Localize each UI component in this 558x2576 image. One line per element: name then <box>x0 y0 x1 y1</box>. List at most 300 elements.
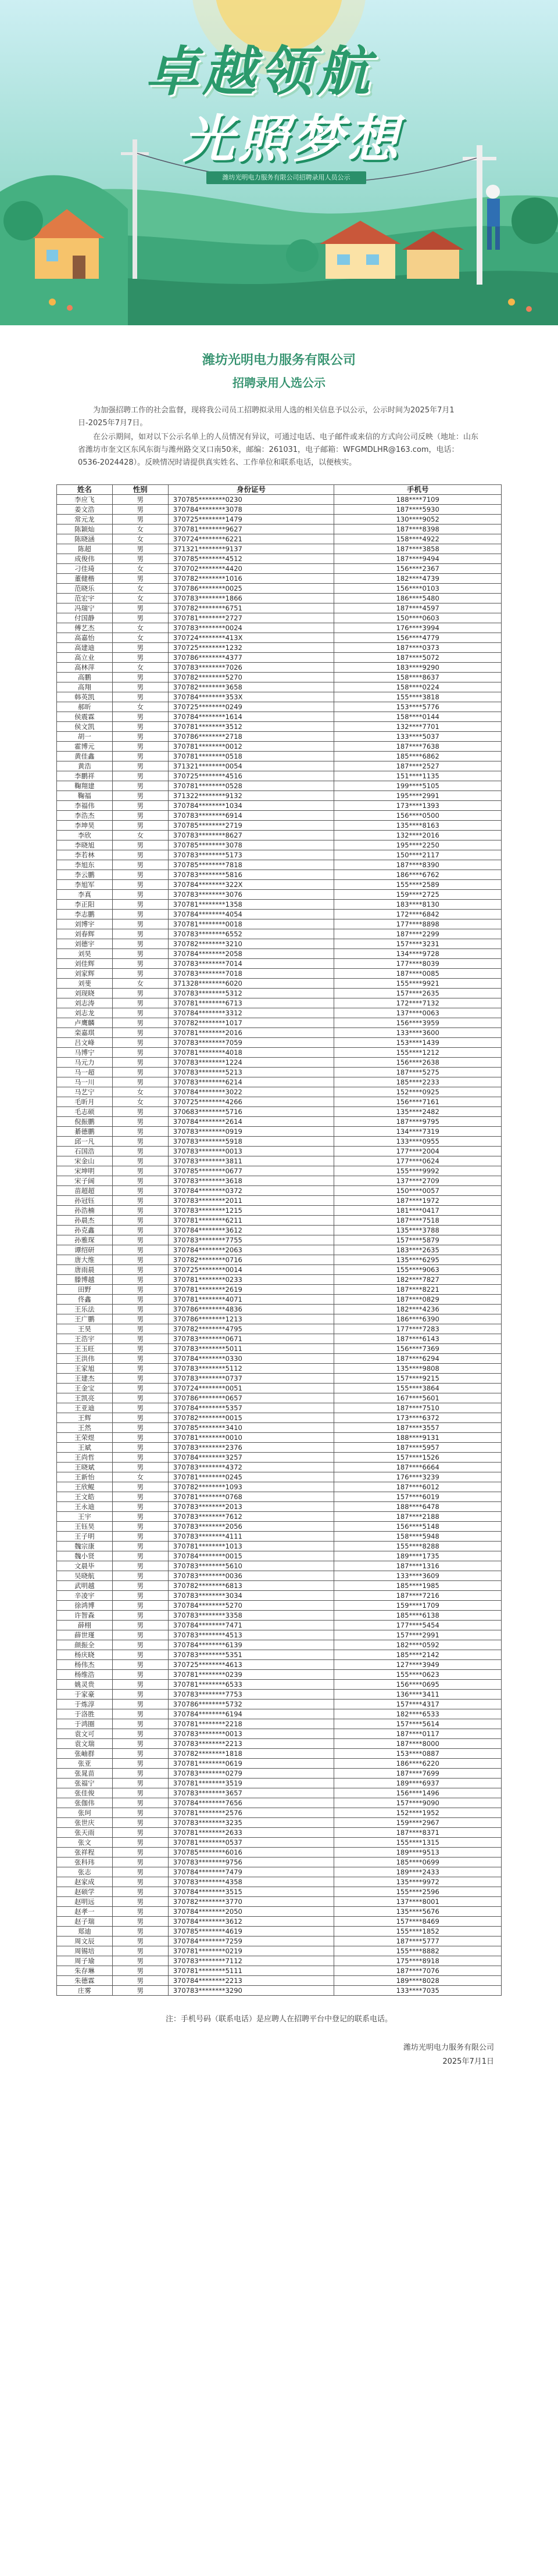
cell-gender: 男 <box>112 1522 168 1532</box>
cell-gender: 男 <box>112 1413 168 1423</box>
cell-phone: 156****1496 <box>334 1788 502 1798</box>
cell-id-number: 370782********6813 <box>168 1581 334 1591</box>
cell-gender: 男 <box>112 1107 168 1117</box>
table-row <box>57 1818 502 1828</box>
cell-name: 杨维浩 <box>57 1670 113 1680</box>
cell-name: 颜振全 <box>57 1640 113 1650</box>
table-row <box>57 623 502 633</box>
header-name: 姓名 <box>57 485 113 495</box>
table-row <box>57 1235 502 1245</box>
cell-name: 綦德鹏 <box>57 1127 113 1137</box>
cell-phone: 187****7510 <box>334 1403 502 1413</box>
table-row <box>57 1077 502 1087</box>
cell-phone: 153****5776 <box>334 702 502 712</box>
cell-gender: 男 <box>112 1966 168 1976</box>
cell-id-number: 370783********3235 <box>168 1818 334 1828</box>
table-row <box>57 603 502 613</box>
cell-name: 傅艺杰 <box>57 623 113 633</box>
cell-phone: 172****6842 <box>334 910 502 919</box>
cell-phone: 181****0417 <box>334 1206 502 1216</box>
cell-id-number: 370783********0671 <box>168 1334 334 1344</box>
cell-name: 高鹏 <box>57 673 113 682</box>
cell-id-number: 370724********6221 <box>168 534 334 544</box>
table-body <box>57 495 502 1996</box>
cell-name: 王玉旺 <box>57 1344 113 1354</box>
cell-id-number: 370783********4513 <box>168 1630 334 1640</box>
cell-gender: 男 <box>112 1937 168 1946</box>
cell-phone: 187****7518 <box>334 1216 502 1226</box>
cell-gender: 男 <box>112 1206 168 1216</box>
cell-id-number: 370783********0036 <box>168 1571 334 1581</box>
cell-gender: 男 <box>112 1226 168 1235</box>
cell-name: 王子明 <box>57 1532 113 1542</box>
cell-id-number: 370784********2063 <box>168 1245 334 1255</box>
table-row <box>57 1532 502 1542</box>
cell-name: 张伽伟 <box>57 1798 113 1808</box>
cell-gender: 男 <box>112 1028 168 1038</box>
cell-phone: 157****3231 <box>334 939 502 949</box>
table-row <box>57 939 502 949</box>
cell-name: 张珂 <box>57 1808 113 1818</box>
tree-right <box>512 197 558 244</box>
candidate-table <box>56 484 502 1996</box>
cell-phone: 187****9795 <box>334 1117 502 1127</box>
table-row <box>57 1907 502 1917</box>
cell-id-number: 370782********3770 <box>168 1897 334 1907</box>
house-left-wall <box>35 238 99 279</box>
cell-phone: 155****1315 <box>334 1838 502 1848</box>
cell-id-number: 370783********3034 <box>168 1591 334 1601</box>
cell-phone: 182****0592 <box>334 1640 502 1650</box>
table-row <box>57 1937 502 1946</box>
cell-name: 李坤昊 <box>57 821 113 831</box>
cell-id-number: 370783********0013 <box>168 1729 334 1739</box>
cell-gender: 男 <box>112 1127 168 1137</box>
table-row <box>57 1018 502 1028</box>
cell-gender: 男 <box>112 1463 168 1472</box>
cell-phone: 158****4922 <box>334 534 502 544</box>
cell-phone: 137****8001 <box>334 1897 502 1907</box>
cell-gender: 男 <box>112 653 168 663</box>
cell-phone: 187****2299 <box>334 929 502 939</box>
cell-id-number: 371321********0054 <box>168 761 334 771</box>
table-row <box>57 1640 502 1650</box>
cell-name: 唐雨晨 <box>57 1265 113 1275</box>
house-right-wall <box>407 250 459 279</box>
cell-id-number: 370784********5357 <box>168 1403 334 1413</box>
header-phone: 手机号 <box>334 485 502 495</box>
cell-id-number: 370783********0737 <box>168 1374 334 1384</box>
cell-gender: 男 <box>112 613 168 623</box>
cell-phone: 186****6762 <box>334 870 502 880</box>
table-row <box>57 1245 502 1255</box>
cell-name: 陈晓涵 <box>57 534 113 544</box>
cell-gender: 男 <box>112 1147 168 1156</box>
cell-id-number: 370724********0051 <box>168 1384 334 1393</box>
cell-phone: 187****3858 <box>334 544 502 554</box>
cell-gender: 男 <box>112 1482 168 1492</box>
cell-phone: 187****5072 <box>334 653 502 663</box>
cell-id-number: 370783********2376 <box>168 1443 334 1453</box>
table-row <box>57 998 502 1008</box>
table-row <box>57 682 502 692</box>
cell-gender: 男 <box>112 1581 168 1591</box>
cell-name: 成俊伟 <box>57 554 113 564</box>
table-row <box>57 1561 502 1571</box>
cell-name: 王欣鲲 <box>57 1482 113 1492</box>
cell-phone: 155****9063 <box>334 1265 502 1275</box>
cell-id-number: 370783********0279 <box>168 1769 334 1779</box>
cell-phone: 187****3557 <box>334 1423 502 1433</box>
table-row <box>57 840 502 850</box>
cell-phone: 188****6478 <box>334 1502 502 1512</box>
table-row <box>57 1038 502 1048</box>
cell-id-number: 371322********9132 <box>168 791 334 801</box>
cell-gender: 男 <box>112 1137 168 1147</box>
cell-id-number: 370783********1224 <box>168 1058 334 1068</box>
cell-phone: 133****5037 <box>334 732 502 742</box>
cell-gender: 男 <box>112 1897 168 1907</box>
table-row <box>57 1008 502 1018</box>
table-row <box>57 1601 502 1611</box>
table-row <box>57 1542 502 1551</box>
cell-phone: 156****0500 <box>334 811 502 821</box>
table-row <box>57 1087 502 1097</box>
cell-id-number: 370725********1232 <box>168 643 334 653</box>
cell-phone: 134****9728 <box>334 949 502 959</box>
cell-name: 赵明远 <box>57 1897 113 1907</box>
cell-id-number: 370786********0657 <box>168 1393 334 1403</box>
signature-date: 2025年7月1日 <box>442 2057 494 2066</box>
worker-helmet <box>486 185 500 199</box>
cell-gender: 男 <box>112 1551 168 1561</box>
table-row <box>57 1255 502 1265</box>
cell-phone: 189****1735 <box>334 1551 502 1561</box>
cell-id-number: 370783********2013 <box>168 1502 334 1512</box>
table-row <box>57 574 502 584</box>
cell-gender: 男 <box>112 1798 168 1808</box>
cell-gender: 男 <box>112 505 168 515</box>
cell-phone: 157****8469 <box>334 1917 502 1927</box>
table-row <box>57 1393 502 1403</box>
cell-gender: 女 <box>112 534 168 544</box>
cell-name: 魏小贤 <box>57 1551 113 1561</box>
table-row <box>57 495 502 505</box>
cell-phone: 187****8398 <box>334 524 502 534</box>
cell-phone: 187****5777 <box>334 1937 502 1946</box>
cell-name: 张晁苗 <box>57 1769 113 1779</box>
table-row <box>57 1611 502 1621</box>
table-row <box>57 613 502 623</box>
cell-phone: 187****7076 <box>334 1966 502 1976</box>
cell-name: 张志 <box>57 1867 113 1877</box>
cell-phone: 150****0603 <box>334 613 502 623</box>
cell-id-number: 370784********1034 <box>168 801 334 811</box>
cell-name: 孙雅琛 <box>57 1235 113 1245</box>
table-row <box>57 1285 502 1295</box>
cell-phone: 155****0623 <box>334 1670 502 1680</box>
cell-gender: 男 <box>112 1156 168 1166</box>
cell-phone: 135****9808 <box>334 1364 502 1374</box>
cell-gender: 男 <box>112 1650 168 1660</box>
cell-phone: 182****4236 <box>334 1305 502 1314</box>
cell-gender: 男 <box>112 554 168 564</box>
table-row <box>57 1295 502 1305</box>
cell-phone: 156****4779 <box>334 633 502 643</box>
cell-name: 高立业 <box>57 653 113 663</box>
table-row <box>57 524 502 534</box>
cell-phone: 185****2233 <box>334 1077 502 1087</box>
cell-phone: 173****6372 <box>334 1413 502 1423</box>
cell-id-number: 370781********5111 <box>168 1966 334 1976</box>
cell-phone: 156****2367 <box>334 564 502 574</box>
cell-name: 许智森 <box>57 1611 113 1621</box>
banner-title-1: 卓越领航 <box>145 40 374 103</box>
cell-name: 姚灵贵 <box>57 1680 113 1690</box>
table-row <box>57 1275 502 1285</box>
table-row <box>57 860 502 870</box>
cell-gender: 男 <box>112 1709 168 1719</box>
cell-name: 李云鹏 <box>57 870 113 880</box>
cell-name: 王尚哲 <box>57 1453 113 1463</box>
cell-id-number: 370785********3078 <box>168 840 334 850</box>
cell-gender: 男 <box>112 1285 168 1295</box>
cell-id-number: 370783********3657 <box>168 1788 334 1798</box>
cell-phone: 189****8028 <box>334 1976 502 1986</box>
cell-phone: 157****2991 <box>334 1630 502 1640</box>
table-row <box>57 929 502 939</box>
cell-phone: 135****6295 <box>334 1255 502 1265</box>
flower <box>49 299 56 306</box>
cell-phone: 158****8637 <box>334 673 502 682</box>
cell-phone: 173****1393 <box>334 801 502 811</box>
cell-gender: 男 <box>112 1769 168 1779</box>
cell-gender: 男 <box>112 752 168 761</box>
cell-id-number: 370781********0518 <box>168 752 334 761</box>
table-row <box>57 1324 502 1334</box>
cell-id-number: 370786********4377 <box>168 653 334 663</box>
cell-id-number: 370783********4358 <box>168 1877 334 1887</box>
header-gender: 性别 <box>112 485 168 495</box>
cell-name: 侯文凯 <box>57 722 113 732</box>
company-name: 潍坊光明电力服务有限公司 <box>202 353 356 368</box>
cell-id-number: 370786********2718 <box>168 732 334 742</box>
cell-name: 王乐法 <box>57 1305 113 1314</box>
cell-name: 李旭军 <box>57 880 113 890</box>
table-row <box>57 771 502 781</box>
cell-name: 倪振鹏 <box>57 1117 113 1127</box>
cell-id-number: 370785********0677 <box>168 1166 334 1176</box>
worker-body <box>487 199 500 227</box>
cell-id-number: 370725********0249 <box>168 702 334 712</box>
cell-gender: 男 <box>112 821 168 831</box>
cell-gender: 男 <box>112 1542 168 1551</box>
cell-gender: 男 <box>112 890 168 900</box>
table-row <box>57 732 502 742</box>
cell-id-number: 370782********6751 <box>168 603 334 613</box>
table-row <box>57 870 502 880</box>
cell-name: 王建杰 <box>57 1374 113 1384</box>
cell-id-number: 370781********9627 <box>168 524 334 534</box>
cell-name: 张岫群 <box>57 1749 113 1759</box>
cell-name: 孙浩楠 <box>57 1206 113 1216</box>
cell-phone: 183****9290 <box>334 663 502 673</box>
cell-id-number: 370786********4836 <box>168 1305 334 1314</box>
cell-name: 张世庆 <box>57 1818 113 1828</box>
cell-phone: 130****9052 <box>334 515 502 524</box>
cell-gender: 男 <box>112 1749 168 1759</box>
cell-id-number: 370784********6139 <box>168 1640 334 1650</box>
cell-phone: 187****1316 <box>334 1561 502 1571</box>
table-row <box>57 1630 502 1640</box>
cell-gender: 男 <box>112 1324 168 1334</box>
cell-gender: 男 <box>112 1245 168 1255</box>
cell-gender: 男 <box>112 1680 168 1690</box>
cell-name: 郑迪 <box>57 1927 113 1937</box>
cell-gender: 男 <box>112 900 168 910</box>
cell-id-number: 370781********2619 <box>168 1285 334 1295</box>
cell-phone: 187****0829 <box>334 1295 502 1305</box>
cell-name: 宋子阔 <box>57 1176 113 1186</box>
cell-gender: 男 <box>112 1561 168 1571</box>
cell-id-number: 370724********413X <box>168 633 334 643</box>
power-pole-right-arm <box>463 157 496 160</box>
cell-phone: 137****2709 <box>334 1176 502 1186</box>
table-header-row <box>57 485 502 495</box>
cell-gender: 男 <box>112 811 168 821</box>
cell-id-number: 370783********5816 <box>168 870 334 880</box>
signature-company: 潍坊光明电力服务有限公司 <box>403 2043 494 2052</box>
table-row <box>57 1364 502 1374</box>
cell-name: 胡一 <box>57 732 113 742</box>
cell-phone: 135****9972 <box>334 1877 502 1887</box>
cell-gender: 男 <box>112 1917 168 1927</box>
cell-phone: 157****5879 <box>334 1235 502 1245</box>
table-row <box>57 1147 502 1156</box>
cell-phone: 183****2635 <box>334 1245 502 1255</box>
table-row <box>57 1058 502 1068</box>
cell-phone: 137****0063 <box>334 1008 502 1018</box>
cell-gender: 男 <box>112 1739 168 1749</box>
table-row <box>57 1986 502 1996</box>
cell-phone: 159****2725 <box>334 890 502 900</box>
cell-gender: 男 <box>112 1364 168 1374</box>
cell-id-number: 371321********9137 <box>168 544 334 554</box>
cell-name: 张福宁 <box>57 1779 113 1788</box>
cell-name: 黄浩 <box>57 761 113 771</box>
cell-name: 张科玮 <box>57 1858 113 1867</box>
cell-id-number: 370785********3410 <box>168 1423 334 1433</box>
cell-phone: 135****2482 <box>334 1107 502 1117</box>
cell-phone: 157****5614 <box>334 1719 502 1729</box>
cell-gender: 女 <box>112 564 168 574</box>
cell-gender: 男 <box>112 1976 168 1986</box>
cell-gender: 男 <box>112 1008 168 1018</box>
cell-id-number: 370783********4111 <box>168 1532 334 1542</box>
table-row <box>57 515 502 524</box>
table-row <box>57 1423 502 1433</box>
cell-phone: 187****8390 <box>334 860 502 870</box>
cell-gender: 男 <box>112 1848 168 1858</box>
table-row <box>57 1107 502 1117</box>
cell-id-number: 370784********322X <box>168 880 334 890</box>
cell-name: 陈颖灿 <box>57 524 113 534</box>
cell-name: 刘昊 <box>57 949 113 959</box>
cell-gender: 男 <box>112 732 168 742</box>
cell-id-number: 370784********3312 <box>168 1008 334 1018</box>
cell-gender: 男 <box>112 969 168 979</box>
cell-gender: 男 <box>112 1858 168 1867</box>
cell-id-number: 370781********0528 <box>168 781 334 791</box>
cell-phone: 133****3609 <box>334 1571 502 1581</box>
cell-phone: 187****5957 <box>334 1443 502 1453</box>
cell-phone: 157****9090 <box>334 1798 502 1808</box>
cell-name: 谭绍研 <box>57 1245 113 1255</box>
cell-gender: 男 <box>112 1729 168 1739</box>
cell-gender: 男 <box>112 1393 168 1403</box>
cell-id-number: 370781********0010 <box>168 1433 334 1443</box>
cell-id-number: 370781********6211 <box>168 1216 334 1226</box>
cell-id-number: 370783********5610 <box>168 1561 334 1571</box>
cell-gender: 男 <box>112 801 168 811</box>
cell-phone: 150****2117 <box>334 850 502 860</box>
cell-phone: 153****1439 <box>334 1038 502 1048</box>
cell-gender: 男 <box>112 1255 168 1265</box>
table-row <box>57 1482 502 1492</box>
cell-name: 刘志涛 <box>57 998 113 1008</box>
cell-gender: 男 <box>112 1611 168 1621</box>
cell-id-number: 370783********8627 <box>168 831 334 840</box>
cell-gender: 男 <box>112 1186 168 1196</box>
cell-id-number: 370784********3612 <box>168 1226 334 1235</box>
cell-name: 常元龙 <box>57 515 113 524</box>
cell-name: 赵家成 <box>57 1877 113 1887</box>
cell-gender: 男 <box>112 1314 168 1324</box>
cell-phone: 152****0925 <box>334 1087 502 1097</box>
cell-name: 于鸿圈 <box>57 1719 113 1729</box>
cell-id-number: 370785********4512 <box>168 554 334 564</box>
cell-name: 李欣 <box>57 831 113 840</box>
cell-gender: 男 <box>112 1532 168 1542</box>
table-row <box>57 544 502 554</box>
table-row <box>57 505 502 515</box>
cell-name: 董健楷 <box>57 574 113 584</box>
cell-name: 王永迪 <box>57 1502 113 1512</box>
cell-phone: 157****1526 <box>334 1453 502 1463</box>
cell-name: 范宏宇 <box>57 594 113 603</box>
table-row <box>57 702 502 712</box>
table-row <box>57 1551 502 1561</box>
cell-id-number: 370781********0219 <box>168 1946 334 1956</box>
cell-id-number: 370781********2016 <box>168 1028 334 1038</box>
cell-gender: 男 <box>112 880 168 890</box>
cell-gender: 男 <box>112 1621 168 1630</box>
cell-id-number: 370784********7259 <box>168 1937 334 1946</box>
cell-gender: 女 <box>112 1472 168 1482</box>
table-row <box>57 673 502 682</box>
cell-phone: 187****9494 <box>334 554 502 564</box>
table-row <box>57 1581 502 1591</box>
cell-gender: 男 <box>112 1502 168 1512</box>
table-row <box>57 1522 502 1532</box>
cell-name: 刘德宇 <box>57 939 113 949</box>
cell-name: 孙冠钰 <box>57 1196 113 1206</box>
cell-name: 邱一凡 <box>57 1137 113 1147</box>
cell-phone: 157****9215 <box>334 1374 502 1384</box>
cell-id-number: 370783********3076 <box>168 890 334 900</box>
tree-center <box>286 239 319 272</box>
table-row <box>57 1068 502 1077</box>
